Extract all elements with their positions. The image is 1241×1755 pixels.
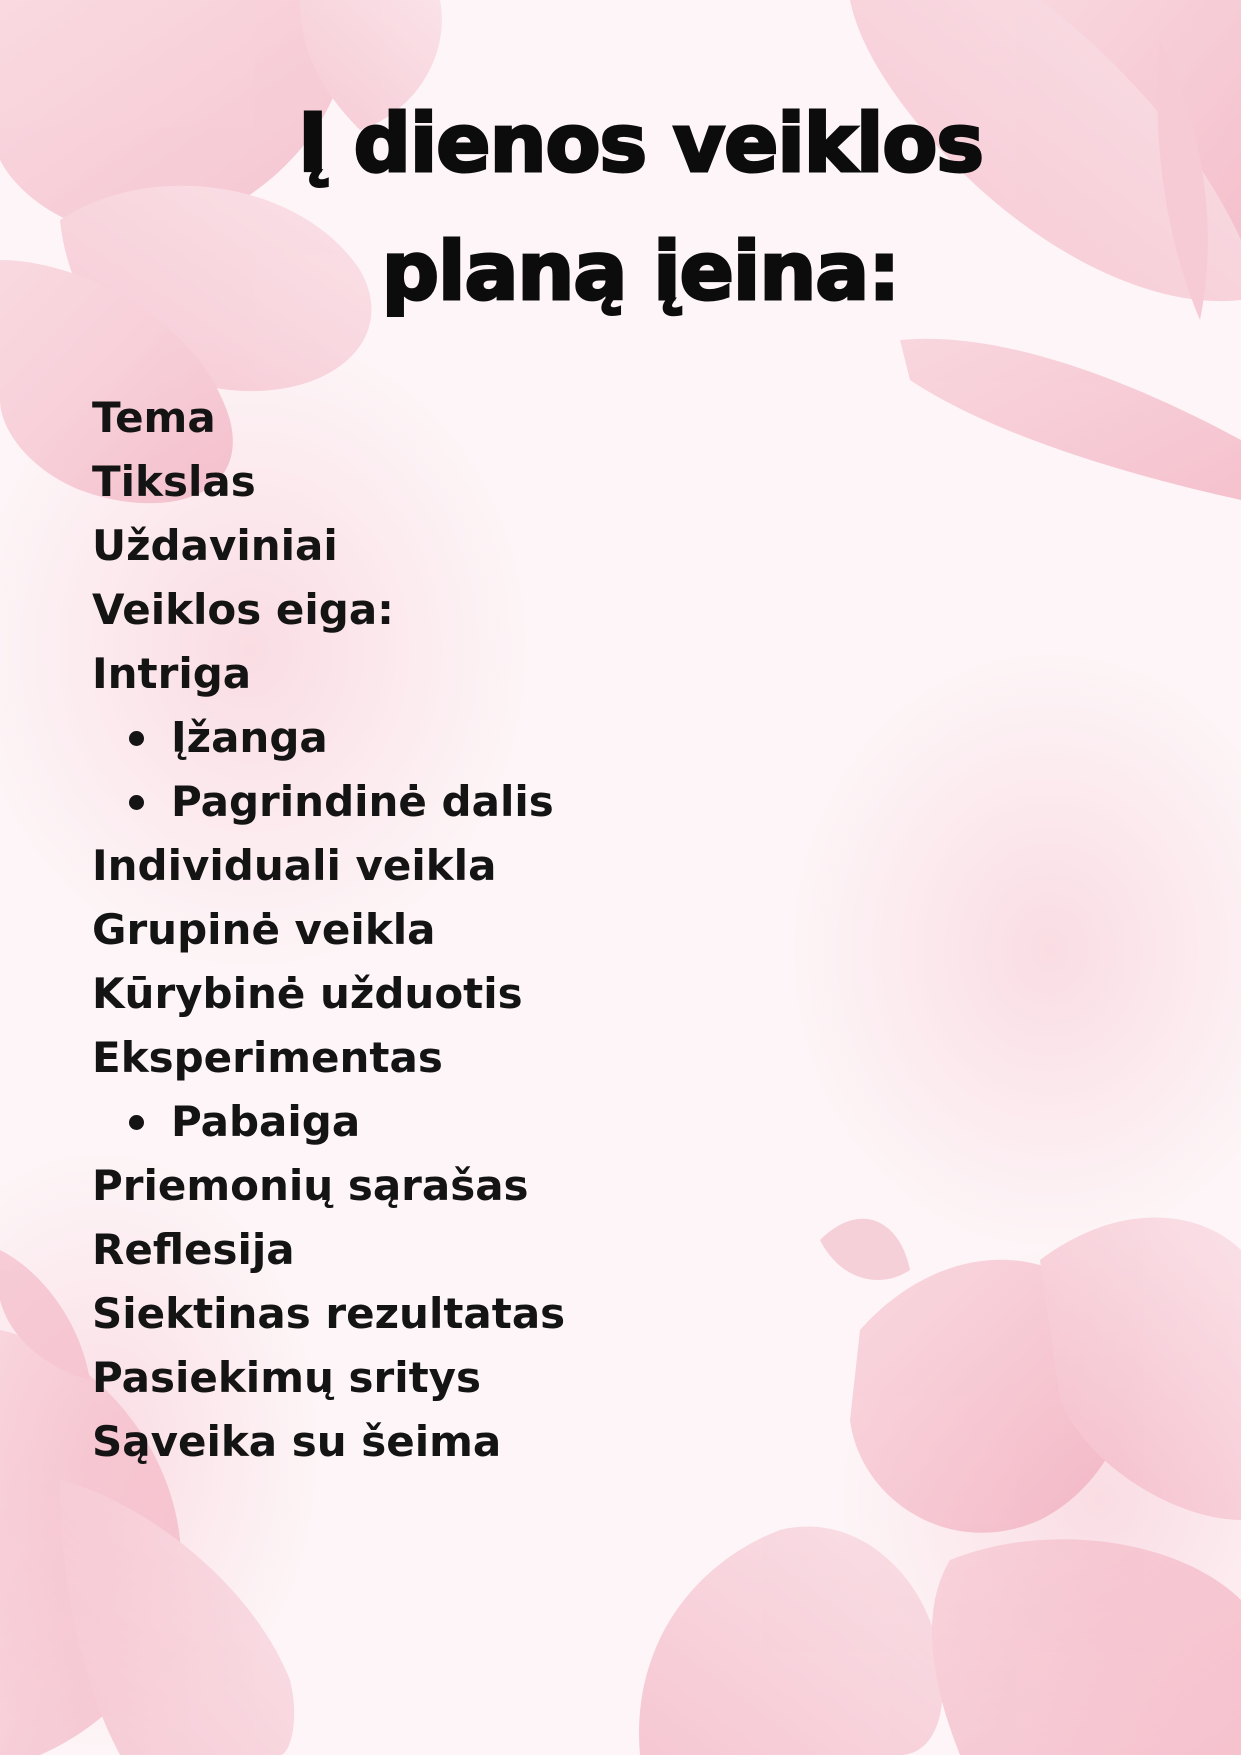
list-item-izanga: [92, 706, 565, 770]
list-item-veiklos-eiga: Veiklos eiga:: [92, 585, 394, 634]
list-item-reflesija: Reflesija: [92, 1225, 295, 1274]
list-item-tikslas: Tikslas: [92, 457, 256, 506]
list-item-siektinas-rezultatas: Siektinas rezultatas: [92, 1289, 566, 1338]
list-item-eksperimentas: Eksperimentas: [92, 1033, 443, 1082]
list-item-kurybine-uzduotis: Kūrybinė užduotis: [92, 969, 523, 1018]
list-item-individuali-veikla: Individuali veikla: [92, 841, 497, 890]
list-item-saveika-su-seima: Sąveika su šeima: [92, 1417, 502, 1466]
list-item-label: Pabaiga: [171, 1097, 361, 1146]
flower-bottom-right: [639, 1218, 1241, 1755]
title-line-1: Į dienos veiklos: [298, 97, 983, 190]
list-item-uzdaviniai: Uždaviniai: [92, 521, 338, 570]
bullet-dot-icon: [129, 731, 144, 746]
list-item-intriga: Intriga: [92, 649, 252, 698]
list-item-label: Pagrindinė dalis: [171, 777, 554, 826]
list-item-pasiekimu-sritys: Pasiekimų sritys: [92, 1353, 482, 1402]
bullet-dot-icon: [129, 1115, 144, 1130]
list-item-grupine-veikla: Grupinė veikla: [92, 905, 436, 954]
list-item-pabaiga: [92, 1090, 565, 1154]
list-item-pagrindine-dalis: [92, 770, 565, 834]
title-line-2: planą įeina:: [381, 225, 900, 318]
list-item-priemoniu-sarasas: Priemonių sąrašas: [92, 1161, 529, 1210]
plan-items-list: [92, 386, 565, 1474]
list-item-label: Įžanga: [171, 713, 328, 762]
bullet-dot-icon: [129, 795, 144, 810]
page-title: [120, 80, 1161, 336]
list-item-tema: Tema: [92, 393, 216, 442]
